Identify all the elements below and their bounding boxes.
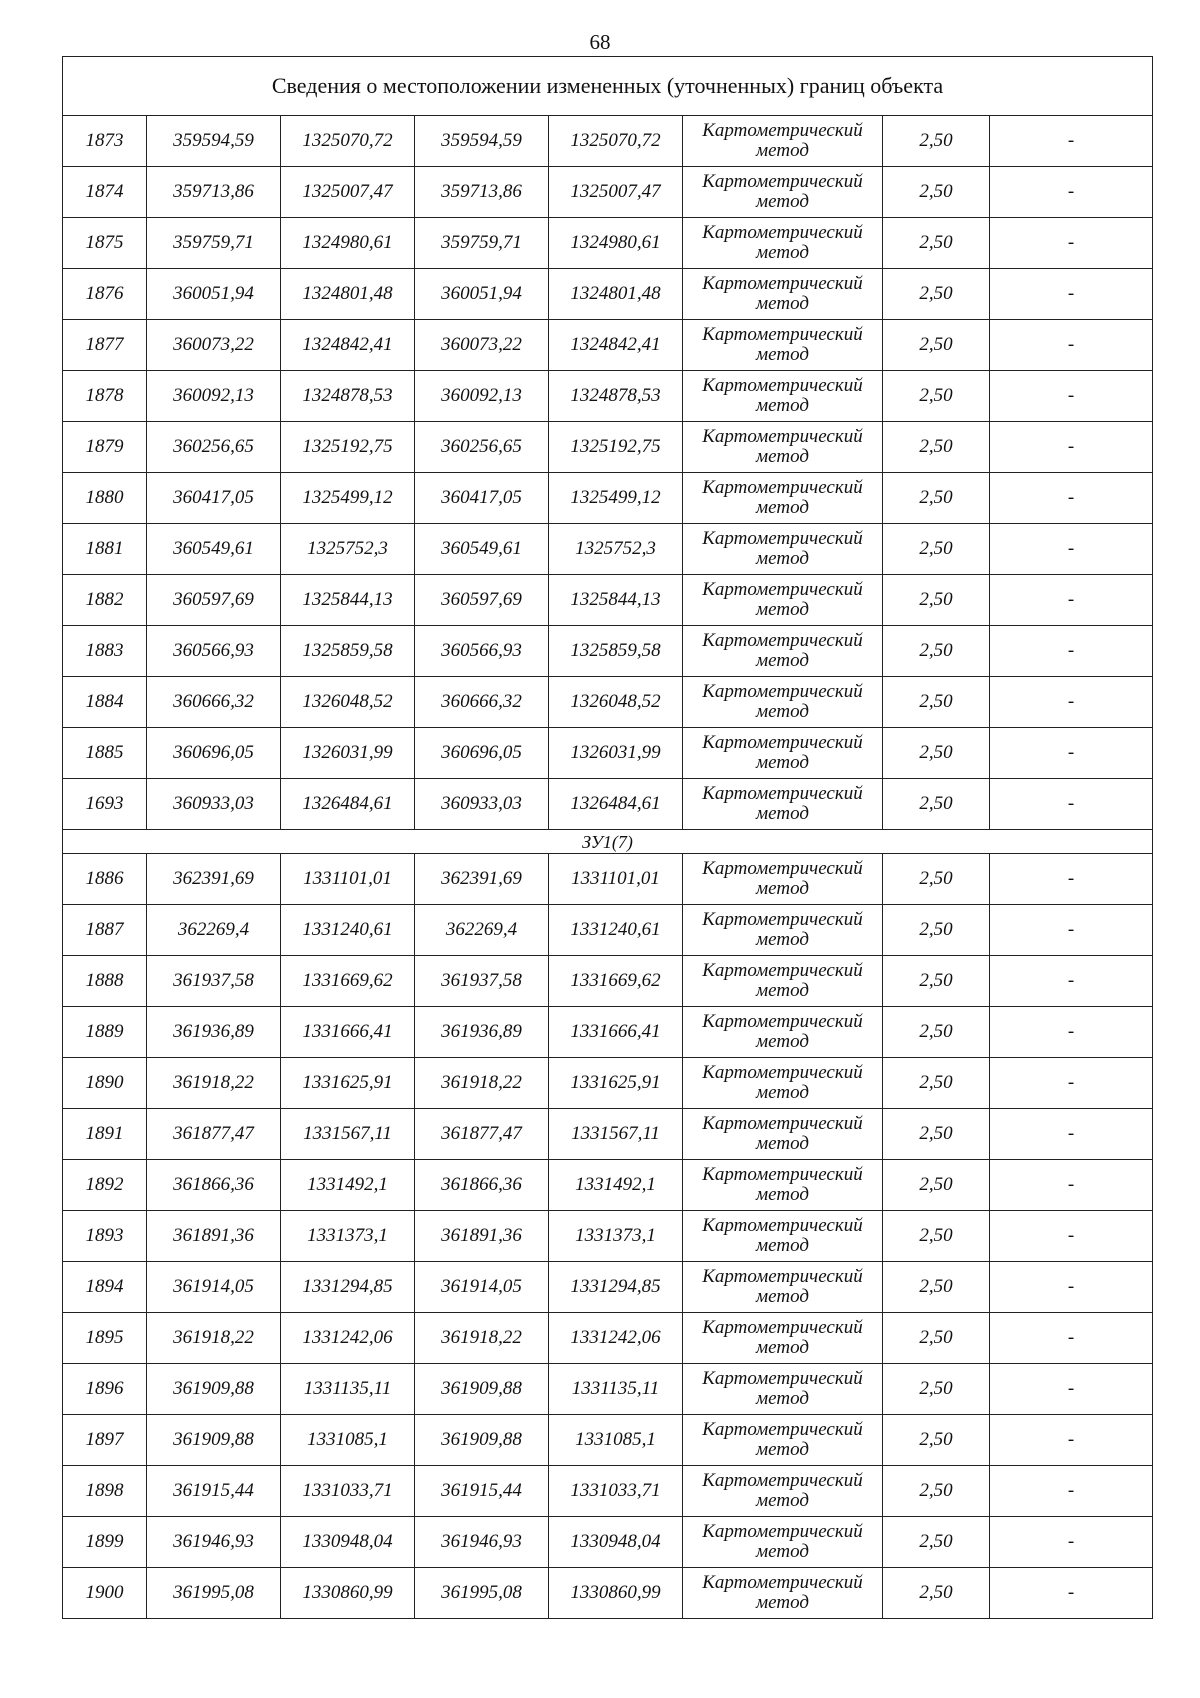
point-description-cell: - bbox=[990, 854, 1153, 905]
y-new-cell: 1331135,11 bbox=[549, 1364, 683, 1415]
point-number-cell: 1894 bbox=[63, 1262, 147, 1313]
point-description-cell: - bbox=[990, 626, 1153, 677]
y-existing-cell: 1331242,06 bbox=[281, 1313, 415, 1364]
y-existing-cell: 1331101,01 bbox=[281, 854, 415, 905]
x-existing-cell: 359759,71 bbox=[147, 218, 281, 269]
point-number-cell: 1873 bbox=[63, 116, 147, 167]
y-new-cell: 1331242,06 bbox=[549, 1313, 683, 1364]
determination-method-cell: Картометрический метод bbox=[683, 779, 883, 830]
y-existing-cell: 1331033,71 bbox=[281, 1466, 415, 1517]
point-number-cell: 1876 bbox=[63, 269, 147, 320]
table-row bbox=[63, 1415, 1153, 1466]
point-description-cell: - bbox=[990, 1007, 1153, 1058]
table-title-row bbox=[63, 57, 1153, 116]
point-description-cell: - bbox=[990, 473, 1153, 524]
y-existing-cell: 1325192,75 bbox=[281, 422, 415, 473]
point-number-cell: 1879 bbox=[63, 422, 147, 473]
y-existing-cell: 1326031,99 bbox=[281, 728, 415, 779]
accuracy-cell: 2,50 bbox=[883, 167, 990, 218]
point-description-cell: - bbox=[990, 167, 1153, 218]
point-number-cell: 1890 bbox=[63, 1058, 147, 1109]
x-existing-cell: 361877,47 bbox=[147, 1109, 281, 1160]
x-new-cell: 360417,05 bbox=[415, 473, 549, 524]
x-existing-cell: 360696,05 bbox=[147, 728, 281, 779]
accuracy-cell: 2,50 bbox=[883, 626, 990, 677]
y-existing-cell: 1324842,41 bbox=[281, 320, 415, 371]
y-existing-cell: 1331567,11 bbox=[281, 1109, 415, 1160]
y-existing-cell: 1324801,48 bbox=[281, 269, 415, 320]
point-number-cell: 1888 bbox=[63, 956, 147, 1007]
x-new-cell: 360549,61 bbox=[415, 524, 549, 575]
y-new-cell: 1325070,72 bbox=[549, 116, 683, 167]
point-description-cell: - bbox=[990, 116, 1153, 167]
x-existing-cell: 361909,88 bbox=[147, 1364, 281, 1415]
accuracy-cell: 2,50 bbox=[883, 116, 990, 167]
y-new-cell: 1331492,1 bbox=[549, 1160, 683, 1211]
point-description-cell: - bbox=[990, 1160, 1153, 1211]
table-row bbox=[63, 1364, 1153, 1415]
accuracy-cell: 2,50 bbox=[883, 473, 990, 524]
determination-method-cell: Картометрический метод bbox=[683, 854, 883, 905]
x-new-cell: 361866,36 bbox=[415, 1160, 549, 1211]
table-row bbox=[63, 1568, 1153, 1619]
x-existing-cell: 361937,58 bbox=[147, 956, 281, 1007]
table-row bbox=[63, 728, 1153, 779]
x-existing-cell: 361946,93 bbox=[147, 1517, 281, 1568]
y-new-cell: 1326048,52 bbox=[549, 677, 683, 728]
x-new-cell: 360696,05 bbox=[415, 728, 549, 779]
point-description-cell: - bbox=[990, 1415, 1153, 1466]
determination-method-cell: Картометрический метод bbox=[683, 1262, 883, 1313]
point-number-cell: 1900 bbox=[63, 1568, 147, 1619]
table-row bbox=[63, 218, 1153, 269]
x-new-cell: 360933,03 bbox=[415, 779, 549, 830]
determination-method-cell: Картометрический метод bbox=[683, 1109, 883, 1160]
x-new-cell: 361946,93 bbox=[415, 1517, 549, 1568]
point-number-cell: 1893 bbox=[63, 1211, 147, 1262]
x-new-cell: 361995,08 bbox=[415, 1568, 549, 1619]
point-description-cell: - bbox=[990, 1466, 1153, 1517]
x-existing-cell: 361891,36 bbox=[147, 1211, 281, 1262]
point-number-cell: 1897 bbox=[63, 1415, 147, 1466]
accuracy-cell: 2,50 bbox=[883, 524, 990, 575]
point-description-cell: - bbox=[990, 1313, 1153, 1364]
x-existing-cell: 360597,69 bbox=[147, 575, 281, 626]
table-row bbox=[63, 575, 1153, 626]
y-existing-cell: 1325859,58 bbox=[281, 626, 415, 677]
table-row bbox=[63, 1517, 1153, 1568]
accuracy-cell: 2,50 bbox=[883, 218, 990, 269]
y-new-cell: 1331567,11 bbox=[549, 1109, 683, 1160]
y-new-cell: 1324801,48 bbox=[549, 269, 683, 320]
accuracy-cell: 2,50 bbox=[883, 1160, 990, 1211]
point-number-cell: 1877 bbox=[63, 320, 147, 371]
determination-method-cell: Картометрический метод bbox=[683, 1211, 883, 1262]
accuracy-cell: 2,50 bbox=[883, 1415, 990, 1466]
section-label: ЗУ1(7) bbox=[63, 830, 1153, 854]
x-new-cell: 362269,4 bbox=[415, 905, 549, 956]
x-existing-cell: 360549,61 bbox=[147, 524, 281, 575]
table-row bbox=[63, 677, 1153, 728]
point-number-cell: 1875 bbox=[63, 218, 147, 269]
x-existing-cell: 359594,59 bbox=[147, 116, 281, 167]
point-description-cell: - bbox=[990, 956, 1153, 1007]
table-row bbox=[63, 1211, 1153, 1262]
point-number-cell: 1895 bbox=[63, 1313, 147, 1364]
y-existing-cell: 1325752,3 bbox=[281, 524, 415, 575]
point-number-cell: 1885 bbox=[63, 728, 147, 779]
x-existing-cell: 360666,32 bbox=[147, 677, 281, 728]
point-description-cell: - bbox=[990, 1568, 1153, 1619]
determination-method-cell: Картометрический метод bbox=[683, 473, 883, 524]
determination-method-cell: Картометрический метод bbox=[683, 1364, 883, 1415]
table-row bbox=[63, 905, 1153, 956]
y-existing-cell: 1324980,61 bbox=[281, 218, 415, 269]
accuracy-cell: 2,50 bbox=[883, 320, 990, 371]
y-existing-cell: 1331373,1 bbox=[281, 1211, 415, 1262]
x-new-cell: 361877,47 bbox=[415, 1109, 549, 1160]
accuracy-cell: 2,50 bbox=[883, 1058, 990, 1109]
x-existing-cell: 361915,44 bbox=[147, 1466, 281, 1517]
point-number-cell: 1878 bbox=[63, 371, 147, 422]
point-description-cell: - bbox=[990, 524, 1153, 575]
accuracy-cell: 2,50 bbox=[883, 1466, 990, 1517]
x-new-cell: 360073,22 bbox=[415, 320, 549, 371]
point-number-cell: 1887 bbox=[63, 905, 147, 956]
accuracy-cell: 2,50 bbox=[883, 371, 990, 422]
point-description-cell: - bbox=[990, 1364, 1153, 1415]
x-existing-cell: 361918,22 bbox=[147, 1058, 281, 1109]
x-new-cell: 360597,69 bbox=[415, 575, 549, 626]
y-existing-cell: 1325499,12 bbox=[281, 473, 415, 524]
point-description-cell: - bbox=[990, 575, 1153, 626]
x-new-cell: 361909,88 bbox=[415, 1415, 549, 1466]
y-new-cell: 1326484,61 bbox=[549, 779, 683, 830]
y-new-cell: 1325859,58 bbox=[549, 626, 683, 677]
accuracy-cell: 2,50 bbox=[883, 1211, 990, 1262]
y-new-cell: 1325844,13 bbox=[549, 575, 683, 626]
point-description-cell: - bbox=[990, 905, 1153, 956]
point-description-cell: - bbox=[990, 218, 1153, 269]
x-existing-cell: 359713,86 bbox=[147, 167, 281, 218]
y-new-cell: 1331101,01 bbox=[549, 854, 683, 905]
x-new-cell: 361914,05 bbox=[415, 1262, 549, 1313]
point-number-cell: 1892 bbox=[63, 1160, 147, 1211]
point-description-cell: - bbox=[990, 320, 1153, 371]
x-existing-cell: 360092,13 bbox=[147, 371, 281, 422]
determination-method-cell: Картометрический метод bbox=[683, 1568, 883, 1619]
point-number-cell: 1889 bbox=[63, 1007, 147, 1058]
point-number-cell: 1881 bbox=[63, 524, 147, 575]
table-row bbox=[63, 1007, 1153, 1058]
point-number-cell: 1886 bbox=[63, 854, 147, 905]
accuracy-cell: 2,50 bbox=[883, 728, 990, 779]
y-existing-cell: 1331135,11 bbox=[281, 1364, 415, 1415]
x-existing-cell: 362391,69 bbox=[147, 854, 281, 905]
point-description-cell: - bbox=[990, 269, 1153, 320]
point-number-cell: 1884 bbox=[63, 677, 147, 728]
x-new-cell: 359759,71 bbox=[415, 218, 549, 269]
determination-method-cell: Картометрический метод bbox=[683, 1415, 883, 1466]
x-existing-cell: 360256,65 bbox=[147, 422, 281, 473]
accuracy-cell: 2,50 bbox=[883, 575, 990, 626]
y-existing-cell: 1325070,72 bbox=[281, 116, 415, 167]
table-row bbox=[63, 779, 1153, 830]
table-row bbox=[63, 371, 1153, 422]
table-title: Сведения о местоположении измененных (уточненных) границ объекта bbox=[63, 57, 1153, 116]
x-new-cell: 360566,93 bbox=[415, 626, 549, 677]
y-new-cell: 1331373,1 bbox=[549, 1211, 683, 1262]
y-existing-cell: 1326048,52 bbox=[281, 677, 415, 728]
table-row bbox=[63, 116, 1153, 167]
determination-method-cell: Картометрический метод bbox=[683, 269, 883, 320]
point-description-cell: - bbox=[990, 1517, 1153, 1568]
point-number-cell: 1891 bbox=[63, 1109, 147, 1160]
boundary-coordinates-table bbox=[62, 56, 1153, 1619]
y-existing-cell: 1331240,61 bbox=[281, 905, 415, 956]
y-new-cell: 1331669,62 bbox=[549, 956, 683, 1007]
y-new-cell: 1331240,61 bbox=[549, 905, 683, 956]
table-row bbox=[63, 269, 1153, 320]
x-new-cell: 359594,59 bbox=[415, 116, 549, 167]
x-existing-cell: 360417,05 bbox=[147, 473, 281, 524]
point-description-cell: - bbox=[990, 779, 1153, 830]
determination-method-cell: Картометрический метод bbox=[683, 677, 883, 728]
determination-method-cell: Картометрический метод bbox=[683, 422, 883, 473]
x-existing-cell: 361936,89 bbox=[147, 1007, 281, 1058]
determination-method-cell: Картометрический метод bbox=[683, 1313, 883, 1364]
determination-method-cell: Картометрический метод bbox=[683, 218, 883, 269]
point-description-cell: - bbox=[990, 728, 1153, 779]
y-new-cell: 1325752,3 bbox=[549, 524, 683, 575]
point-number-cell: 1880 bbox=[63, 473, 147, 524]
y-new-cell: 1325007,47 bbox=[549, 167, 683, 218]
y-existing-cell: 1324878,53 bbox=[281, 371, 415, 422]
x-existing-cell: 360933,03 bbox=[147, 779, 281, 830]
x-existing-cell: 360073,22 bbox=[147, 320, 281, 371]
table-row bbox=[63, 1313, 1153, 1364]
y-new-cell: 1326031,99 bbox=[549, 728, 683, 779]
table-row bbox=[63, 854, 1153, 905]
x-new-cell: 361936,89 bbox=[415, 1007, 549, 1058]
x-new-cell: 359713,86 bbox=[415, 167, 549, 218]
x-new-cell: 361891,36 bbox=[415, 1211, 549, 1262]
determination-method-cell: Картометрический метод bbox=[683, 626, 883, 677]
y-new-cell: 1325499,12 bbox=[549, 473, 683, 524]
point-description-cell: - bbox=[990, 1211, 1153, 1262]
x-existing-cell: 361909,88 bbox=[147, 1415, 281, 1466]
table-row bbox=[63, 167, 1153, 218]
table-row bbox=[63, 626, 1153, 677]
y-existing-cell: 1330948,04 bbox=[281, 1517, 415, 1568]
table-row bbox=[63, 1160, 1153, 1211]
accuracy-cell: 2,50 bbox=[883, 854, 990, 905]
accuracy-cell: 2,50 bbox=[883, 1262, 990, 1313]
determination-method-cell: Картометрический метод bbox=[683, 956, 883, 1007]
y-new-cell: 1331294,85 bbox=[549, 1262, 683, 1313]
table-row bbox=[63, 422, 1153, 473]
accuracy-cell: 2,50 bbox=[883, 1109, 990, 1160]
x-new-cell: 361915,44 bbox=[415, 1466, 549, 1517]
x-existing-cell: 361995,08 bbox=[147, 1568, 281, 1619]
y-existing-cell: 1330860,99 bbox=[281, 1568, 415, 1619]
section-header-row bbox=[63, 830, 1153, 854]
accuracy-cell: 2,50 bbox=[883, 956, 990, 1007]
y-existing-cell: 1325007,47 bbox=[281, 167, 415, 218]
accuracy-cell: 2,50 bbox=[883, 269, 990, 320]
point-description-cell: - bbox=[990, 1109, 1153, 1160]
y-new-cell: 1331033,71 bbox=[549, 1466, 683, 1517]
accuracy-cell: 2,50 bbox=[883, 677, 990, 728]
y-new-cell: 1330860,99 bbox=[549, 1568, 683, 1619]
accuracy-cell: 2,50 bbox=[883, 1568, 990, 1619]
y-existing-cell: 1331666,41 bbox=[281, 1007, 415, 1058]
x-existing-cell: 362269,4 bbox=[147, 905, 281, 956]
y-existing-cell: 1326484,61 bbox=[281, 779, 415, 830]
y-new-cell: 1331666,41 bbox=[549, 1007, 683, 1058]
table-row bbox=[63, 956, 1153, 1007]
accuracy-cell: 2,50 bbox=[883, 1364, 990, 1415]
determination-method-cell: Картометрический метод bbox=[683, 1007, 883, 1058]
x-existing-cell: 360051,94 bbox=[147, 269, 281, 320]
x-existing-cell: 360566,93 bbox=[147, 626, 281, 677]
accuracy-cell: 2,50 bbox=[883, 779, 990, 830]
y-existing-cell: 1331625,91 bbox=[281, 1058, 415, 1109]
x-new-cell: 361918,22 bbox=[415, 1058, 549, 1109]
accuracy-cell: 2,50 bbox=[883, 1313, 990, 1364]
determination-method-cell: Картометрический метод bbox=[683, 905, 883, 956]
accuracy-cell: 2,50 bbox=[883, 1007, 990, 1058]
x-new-cell: 362391,69 bbox=[415, 854, 549, 905]
determination-method-cell: Картометрический метод bbox=[683, 116, 883, 167]
y-new-cell: 1324980,61 bbox=[549, 218, 683, 269]
point-description-cell: - bbox=[990, 1262, 1153, 1313]
determination-method-cell: Картометрический метод bbox=[683, 371, 883, 422]
determination-method-cell: Картометрический метод bbox=[683, 1058, 883, 1109]
x-existing-cell: 361866,36 bbox=[147, 1160, 281, 1211]
point-description-cell: - bbox=[990, 677, 1153, 728]
x-new-cell: 360256,65 bbox=[415, 422, 549, 473]
determination-method-cell: Картометрический метод bbox=[683, 524, 883, 575]
determination-method-cell: Картометрический метод bbox=[683, 575, 883, 626]
point-number-cell: 1899 bbox=[63, 1517, 147, 1568]
x-new-cell: 361918,22 bbox=[415, 1313, 549, 1364]
page-number: 68 bbox=[589, 30, 611, 54]
determination-method-cell: Картометрический метод bbox=[683, 1160, 883, 1211]
point-number-cell: 1883 bbox=[63, 626, 147, 677]
x-existing-cell: 361914,05 bbox=[147, 1262, 281, 1313]
determination-method-cell: Картометрический метод bbox=[683, 1466, 883, 1517]
accuracy-cell: 2,50 bbox=[883, 1517, 990, 1568]
y-existing-cell: 1331085,1 bbox=[281, 1415, 415, 1466]
table-row bbox=[63, 1262, 1153, 1313]
determination-method-cell: Картометрический метод bbox=[683, 728, 883, 779]
table-row bbox=[63, 1466, 1153, 1517]
x-new-cell: 360051,94 bbox=[415, 269, 549, 320]
determination-method-cell: Картометрический метод bbox=[683, 320, 883, 371]
y-existing-cell: 1331492,1 bbox=[281, 1160, 415, 1211]
x-new-cell: 360666,32 bbox=[415, 677, 549, 728]
accuracy-cell: 2,50 bbox=[883, 422, 990, 473]
x-new-cell: 361937,58 bbox=[415, 956, 549, 1007]
y-new-cell: 1331625,91 bbox=[549, 1058, 683, 1109]
table-row bbox=[63, 524, 1153, 575]
x-existing-cell: 361918,22 bbox=[147, 1313, 281, 1364]
y-new-cell: 1324878,53 bbox=[549, 371, 683, 422]
y-new-cell: 1331085,1 bbox=[549, 1415, 683, 1466]
y-existing-cell: 1331294,85 bbox=[281, 1262, 415, 1313]
y-new-cell: 1325192,75 bbox=[549, 422, 683, 473]
y-existing-cell: 1331669,62 bbox=[281, 956, 415, 1007]
point-number-cell: 1874 bbox=[63, 167, 147, 218]
table-row bbox=[63, 473, 1153, 524]
point-number-cell: 1898 bbox=[63, 1466, 147, 1517]
table-row bbox=[63, 1058, 1153, 1109]
y-new-cell: 1324842,41 bbox=[549, 320, 683, 371]
determination-method-cell: Картометрический метод bbox=[683, 167, 883, 218]
accuracy-cell: 2,50 bbox=[883, 905, 990, 956]
determination-method-cell: Картометрический метод bbox=[683, 1517, 883, 1568]
point-number-cell: 1693 bbox=[63, 779, 147, 830]
x-new-cell: 361909,88 bbox=[415, 1364, 549, 1415]
y-new-cell: 1330948,04 bbox=[549, 1517, 683, 1568]
point-description-cell: - bbox=[990, 371, 1153, 422]
table-row bbox=[63, 320, 1153, 371]
point-number-cell: 1896 bbox=[63, 1364, 147, 1415]
point-description-cell: - bbox=[990, 1058, 1153, 1109]
point-number-cell: 1882 bbox=[63, 575, 147, 626]
table-row bbox=[63, 1109, 1153, 1160]
point-description-cell: - bbox=[990, 422, 1153, 473]
y-existing-cell: 1325844,13 bbox=[281, 575, 415, 626]
x-new-cell: 360092,13 bbox=[415, 371, 549, 422]
